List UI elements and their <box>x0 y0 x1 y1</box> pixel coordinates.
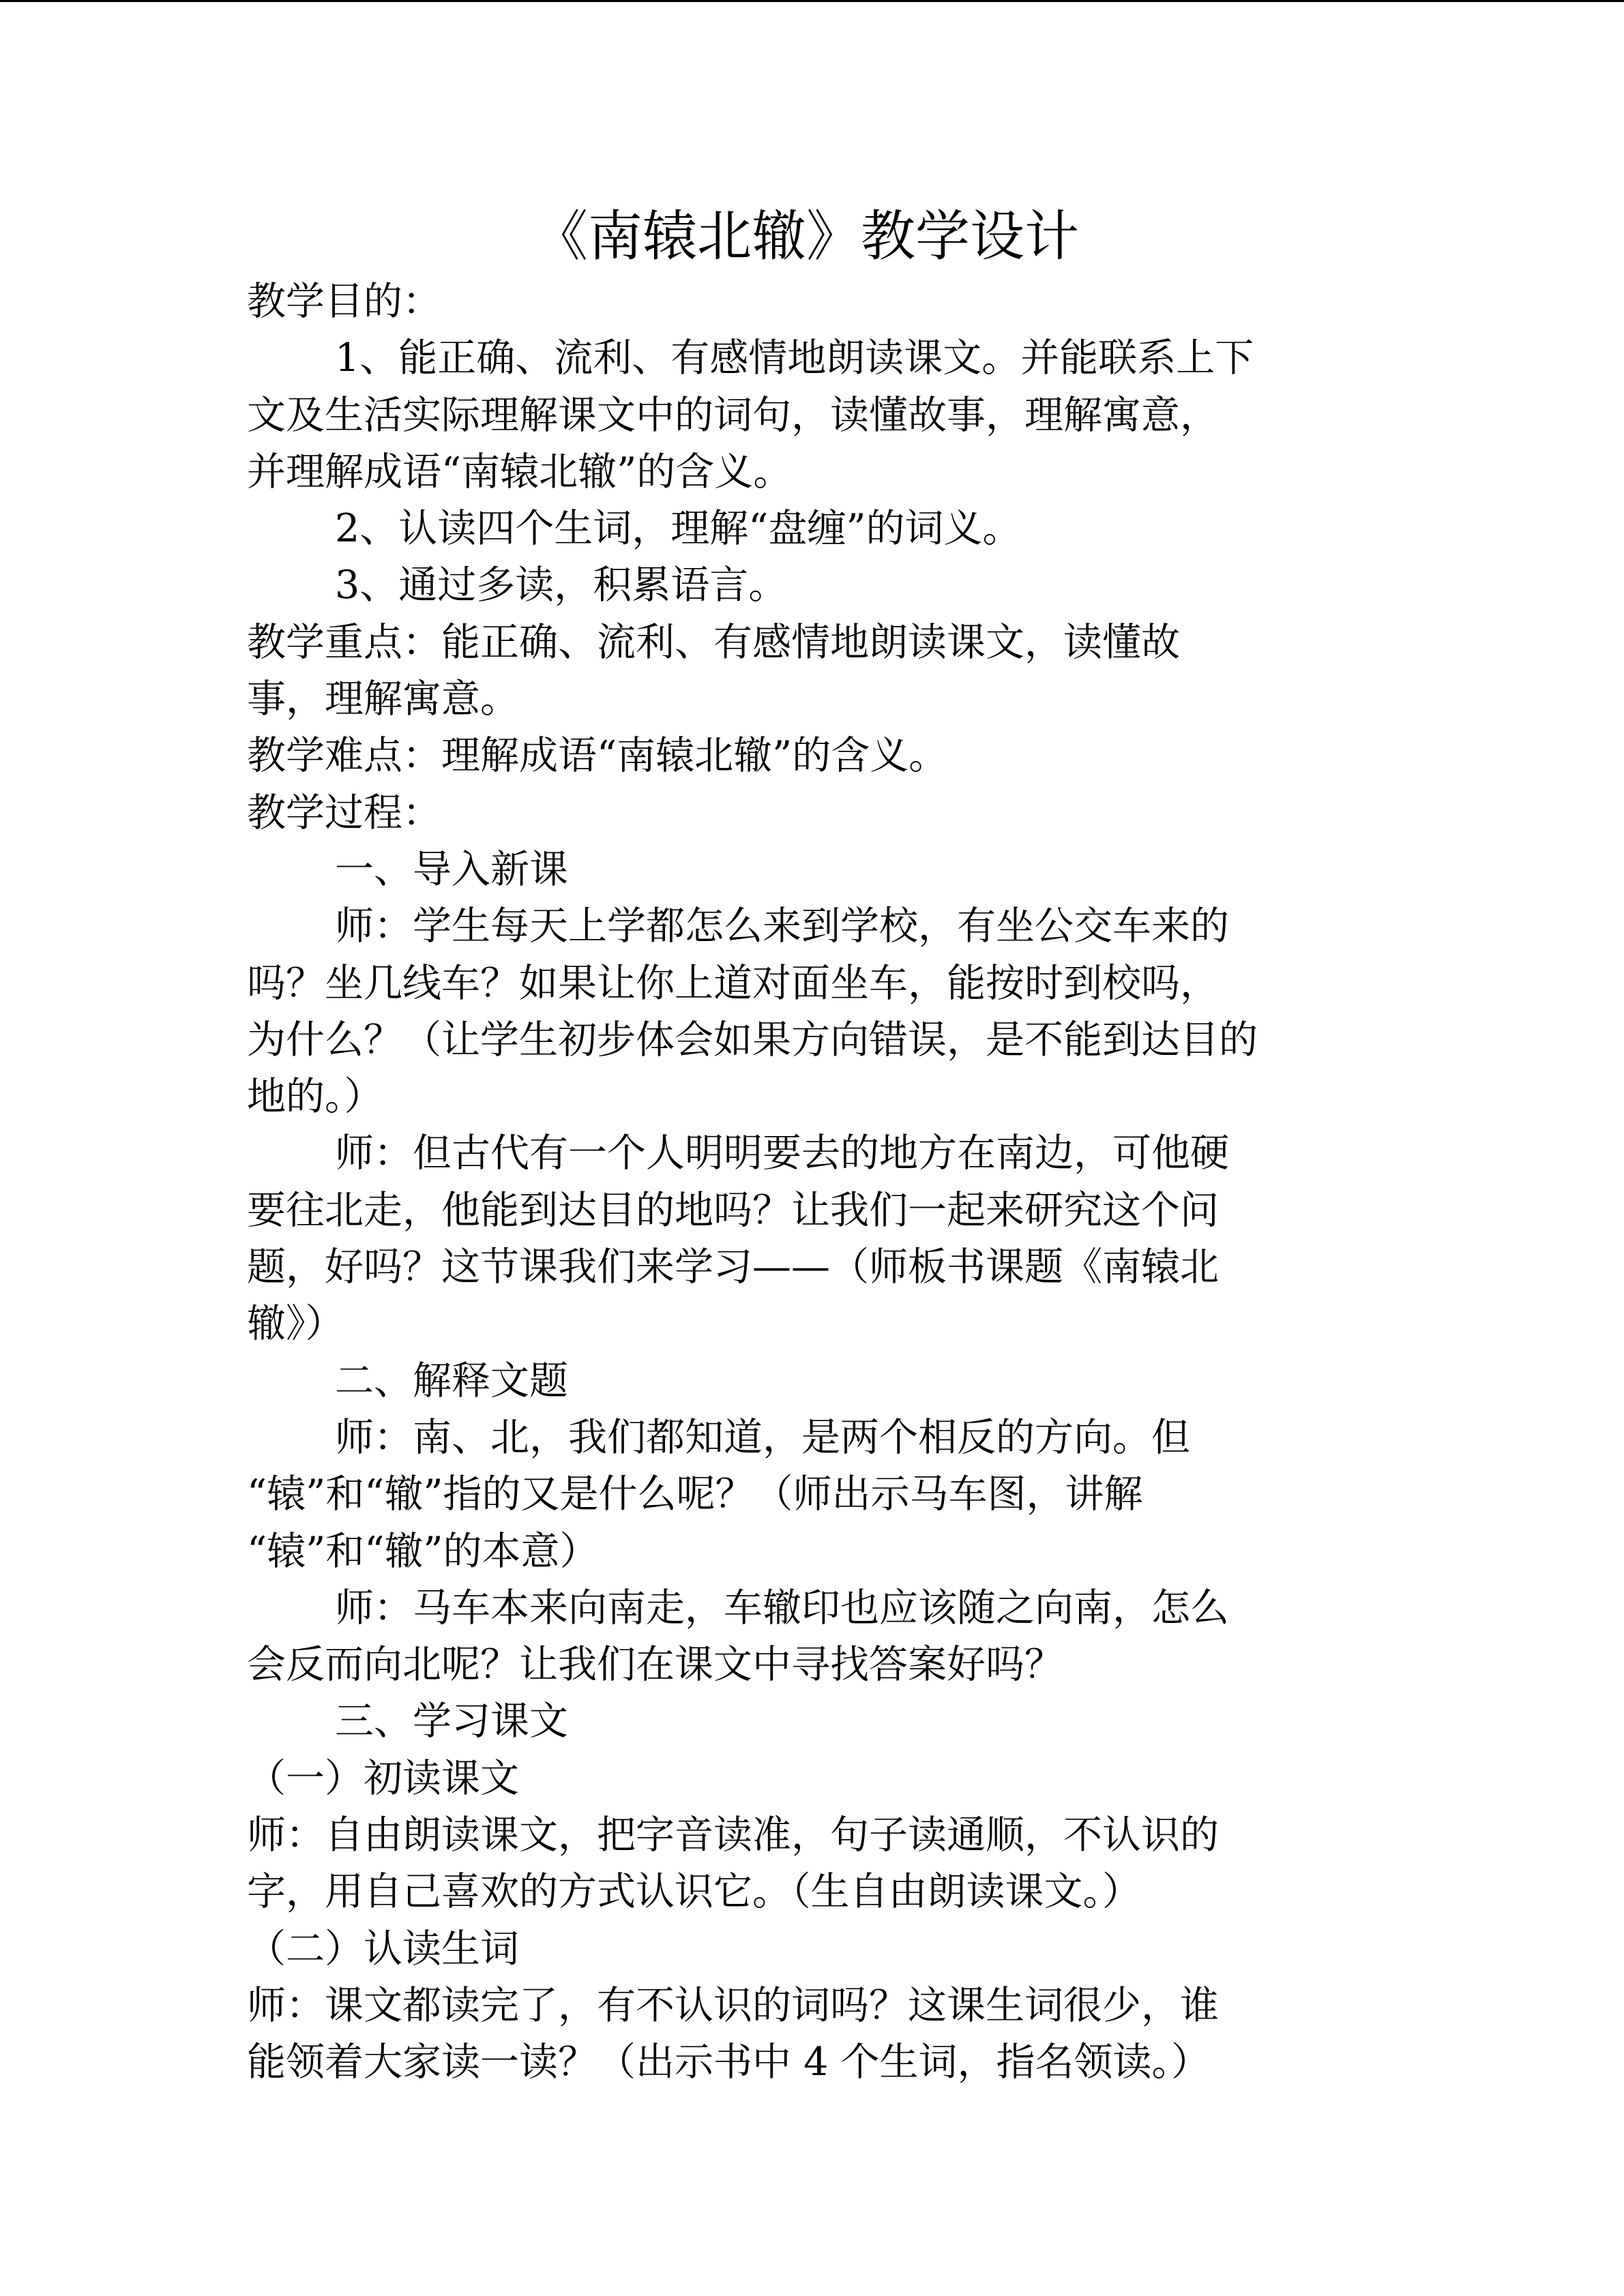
text-line: 教学目的： <box>247 279 441 324</box>
text-line: 二、解释文题 <box>335 1358 568 1403</box>
document-content <box>247 200 1393 2091</box>
text-line: 师：马车本来向南走，车辙印也应该随之向南，怎么 <box>335 1585 1229 1630</box>
text-line: 字，用自己喜欢的方式认识它。（生自由朗读课文。） <box>247 1869 1141 1915</box>
text-line: 要往北走，他能到达目的地吗？让我们一起来研究这个问 <box>247 1187 1219 1233</box>
text-line: 题，好吗？这节课我们来学习——（师板书课题《南辕北 <box>247 1244 1219 1290</box>
text-line: 地的。） <box>247 1074 383 1120</box>
text-line: 教学难点：理解成语“南辕北辙”的含义。 <box>247 733 948 779</box>
text-line: 一、导入新课 <box>335 846 568 892</box>
text-line: 会反而向北呢？让我们在课文中寻找答案好吗？ <box>247 1642 1063 1688</box>
text-line: “辕”和“辙”指的又是什么呢？（师出示马车图，讲解 <box>247 1472 1143 1517</box>
text-line: 事，理解寓意。 <box>247 676 519 722</box>
text-line: 并理解成语“南辕北辙”的含义。 <box>247 449 793 494</box>
text-line: 教学过程： <box>247 790 441 835</box>
text-line: 3、通过多读，积累语言。 <box>335 563 788 608</box>
document-body <box>247 273 1393 2091</box>
text-line: 吗？坐几线车？如果让你上道对面坐车，能按时到校吗， <box>247 960 1219 1006</box>
text-line: 师：自由朗读课文，把字音读准，句子读通顺，不认识的 <box>247 1813 1219 1858</box>
text-line: 师：课文都读完了，有不认识的词吗？这课生词很少，谁 <box>247 1982 1219 2028</box>
text-line: 教学重点：能正确、流利、有感情地朗读课文，读懂故 <box>247 619 1180 665</box>
text-line: 三、学习课文 <box>335 1699 568 1744</box>
text-line: 师：南、北，我们都知道，是两个相反的方向。但 <box>335 1414 1190 1460</box>
text-line: 1、能正确、流利、有感情地朗读课文。并能联系上下 <box>335 336 1254 381</box>
text-line: （二）认读生词 <box>247 1926 519 1971</box>
text-line: 文及生活实际理解课文中的词句，读懂故事，理解寓意， <box>247 392 1219 438</box>
text-line: 师：但古代有一个人明明要去的地方在南边，可他硬 <box>335 1131 1229 1176</box>
text-line: 辙》） <box>247 1301 344 1347</box>
text-line: “辕”和“辙”的本意） <box>247 1528 599 1574</box>
text-line: 师：学生每天上学都怎么来到学校，有坐公交车来的 <box>335 904 1229 949</box>
text-line: 为什么？（让学生初步体会如果方向错误，是不能到达目的 <box>247 1017 1258 1062</box>
text-line: （一）初读课文 <box>247 1755 519 1801</box>
text-line: 能领着大家读一读？（出示书中 4 个生词，指名领读。） <box>247 2040 1211 2085</box>
text-line: 2、认读四个生词，理解“盘缠”的词义。 <box>335 506 1022 552</box>
document-title: 《南辕北辙》教学设计 <box>533 205 1079 268</box>
